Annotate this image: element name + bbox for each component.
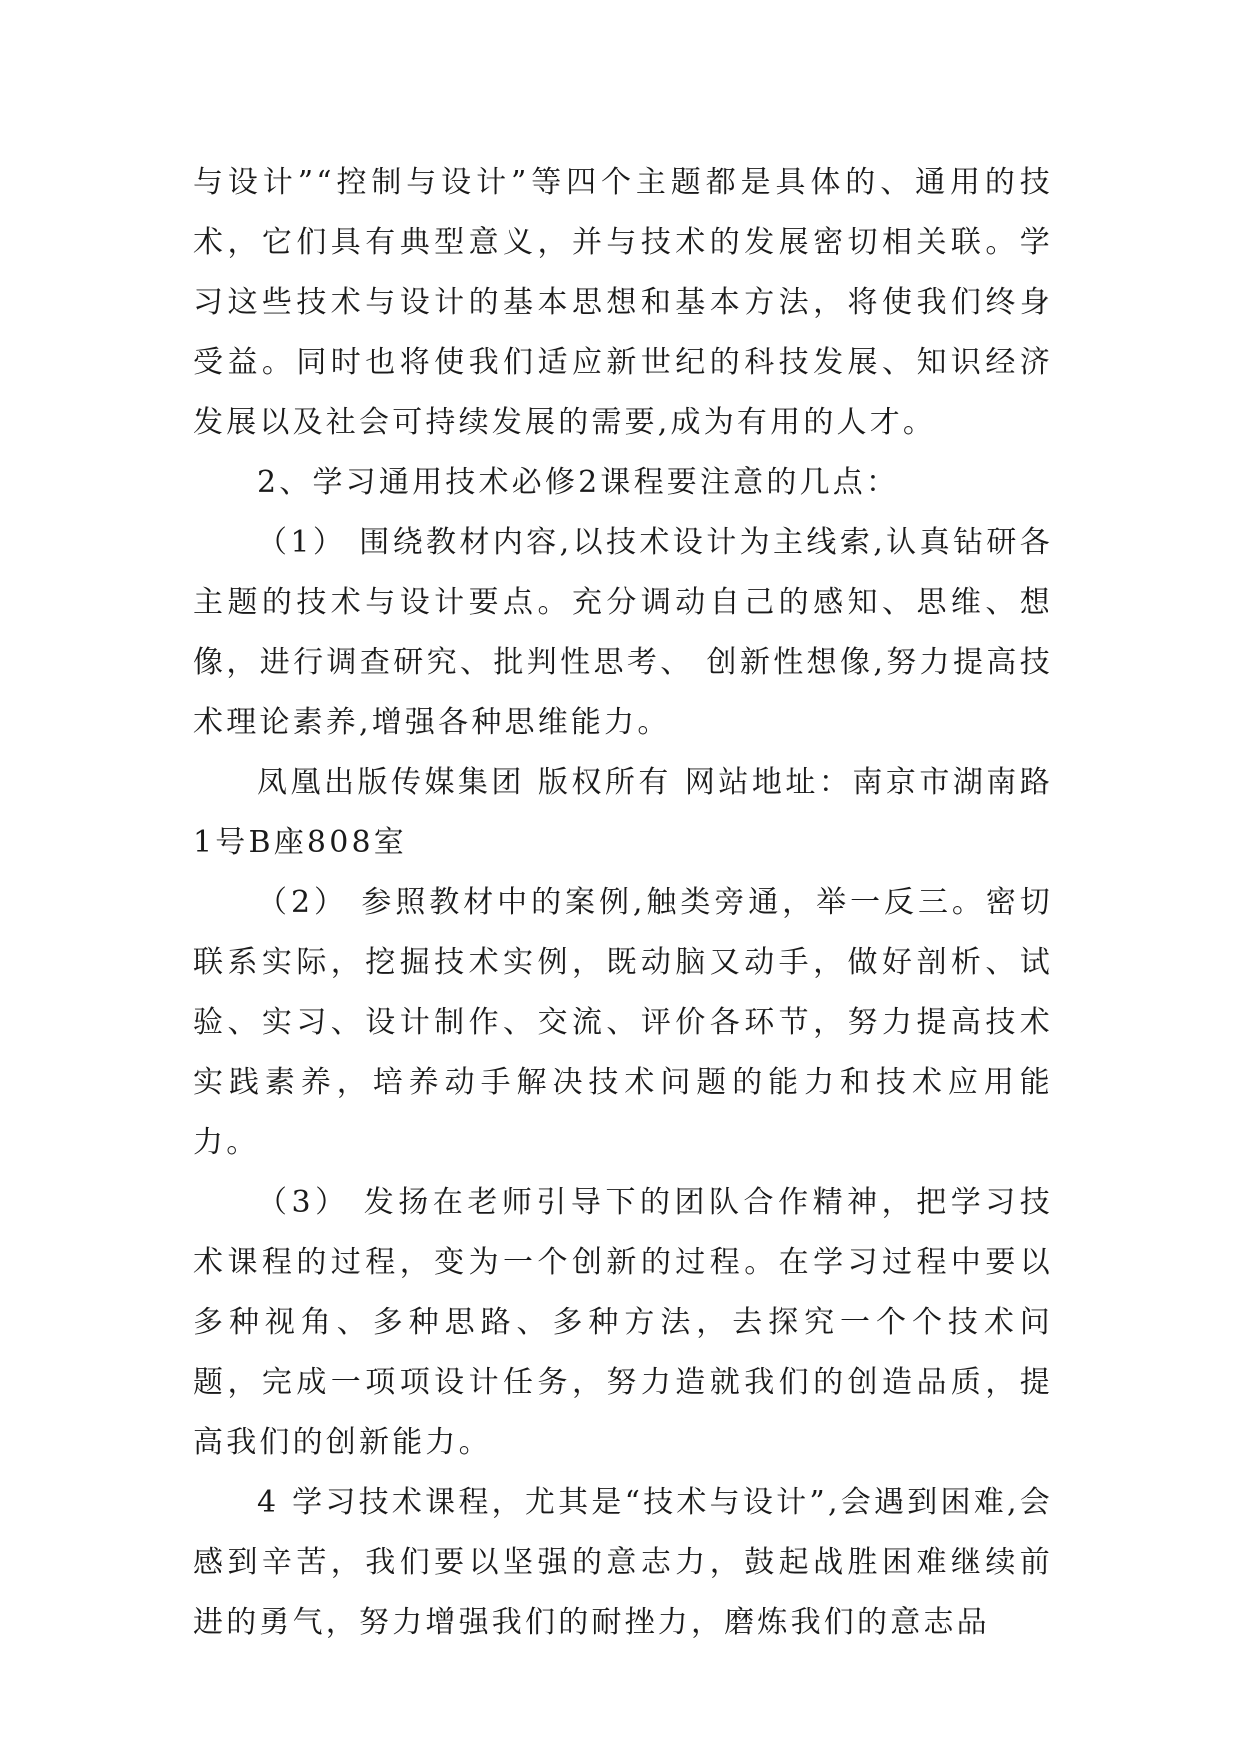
paragraph-intro-continued: 与设计”“控制与设计”等四个主题都是具体的、通用的技术，它们具有典型意义，并与技术的发展密切相关联。学习这些技术与设计的基本思想和基本方法，将使我们终身受益。同时也将使我们适应新世纪的科技发展、知识经济发展以及社会可持续发展的需要,成为有用的人才。 bbox=[193, 165, 1053, 440]
paragraph-item-2: （2） 参照教材中的案例,触类旁通，举一反三。密切联系实际，挖掘技术实例，既动脑又动手，做好剖析、试验、实习、设计制作、交流、评价各环节，努力提高技术实践素养，培养动手解决技术问题的能力和技术应用能力。 bbox=[193, 885, 1053, 1160]
paragraph-copyright-notice: 凤凰出版传媒集团 版权所有 网站地址：南京市湖南路1号B座808室 bbox=[193, 765, 1053, 860]
paragraph-item-3: （3） 发扬在老师引导下的团队合作精神，把学习技术课程的过程，变为一个创新的过程。在学习过程中要以多种视角、多种思路、多种方法，去探究一个个技术问题，完成一项项设计任务，努力造就我们的创造品质，提高我们的创新能力。 bbox=[193, 1185, 1053, 1460]
paragraph-point-2-heading: 2、学习通用技术必修2课程要注意的几点： bbox=[257, 465, 900, 500]
paragraph-point-4: 4 学习技术课程，尤其是“技术与设计”,会遇到困难,会感到辛苦，我们要以坚强的意志力，鼓起战胜困难继续前进的勇气，努力增强我们的耐挫力，磨炼我们的意志品 bbox=[193, 1485, 1053, 1640]
document-body bbox=[193, 153, 1053, 1653]
paragraph-item-1: （1） 围绕教材内容,以技术设计为主线索,认真钻研各主题的技术与设计要点。充分调动自己的感知、思维、想像，进行调查研究、批判性思考、 创新性想像,努力提高技术理论素养,增强各种思维能力。 bbox=[193, 525, 1053, 740]
